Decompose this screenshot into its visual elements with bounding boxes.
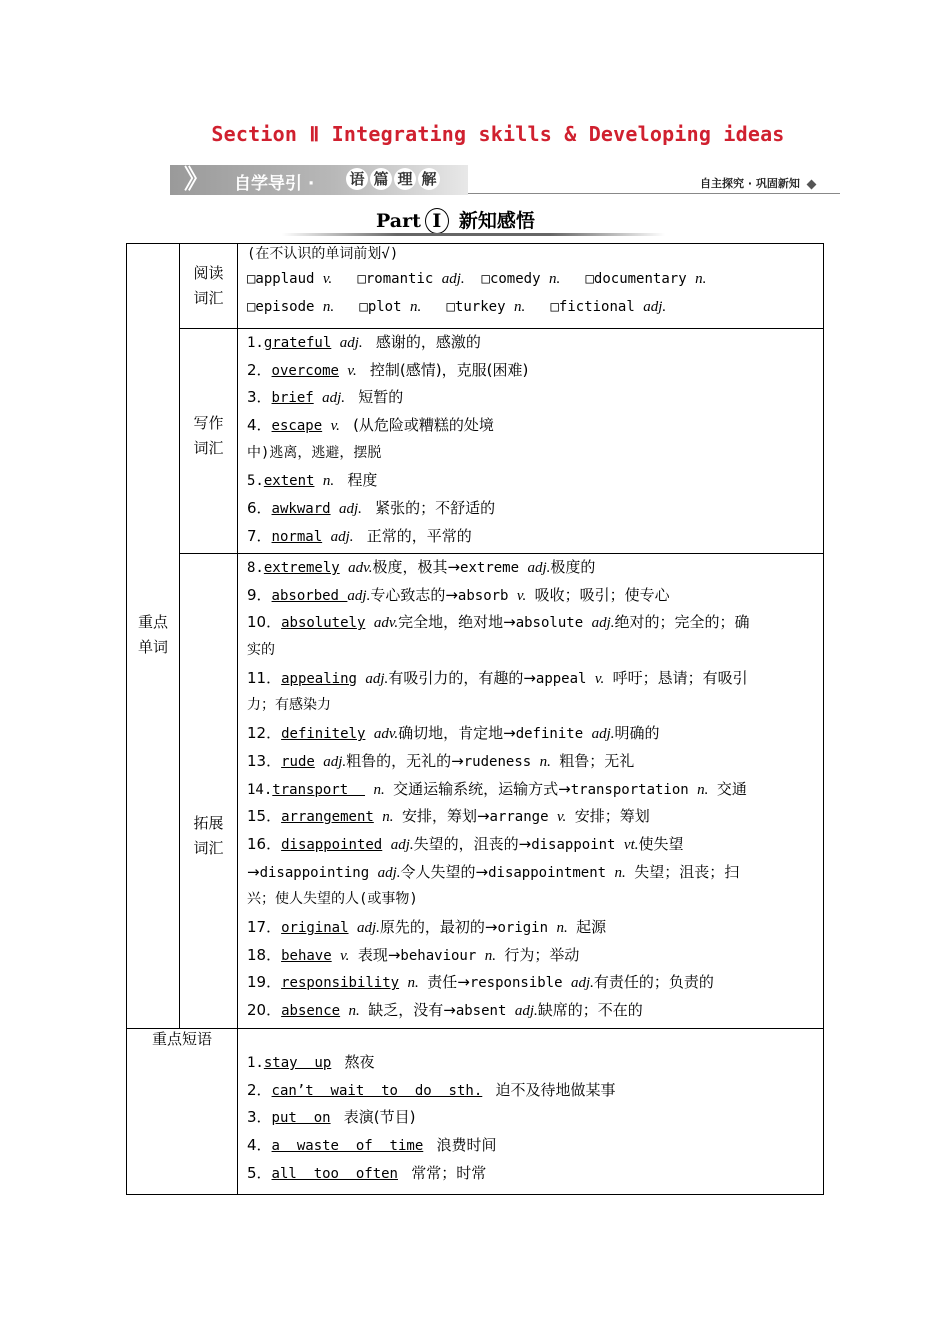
extended-content-cell [238, 554, 824, 1029]
part-word: Part [376, 210, 421, 232]
phrase-item: 4．a waste of time 浪费时间 [247, 1136, 497, 1155]
extended-item-cont: 兴；使人失望的人(或事物) [247, 891, 418, 908]
banner-rule [468, 193, 840, 194]
extended-item: 10．absolutely adv.完全地，绝对地→absolute adj.绝对的；完全的；确 [247, 613, 750, 632]
extended-item: 12．definitely adv.确切地，肯定地→definite adj.明确的 [247, 724, 660, 743]
banner-char: 解 [418, 168, 440, 190]
banner-left-label: 自学导引 · [234, 174, 315, 194]
section-banner [170, 165, 468, 195]
chevron-icon: 》 [184, 165, 202, 195]
key-words-cell [127, 244, 180, 1029]
extended-item: 11．appealing adj.有吸引力的，有趣的→appeal v. 呼吁；恳请；有吸引 [247, 668, 748, 687]
extended-label-cell [180, 554, 238, 1029]
extended-item: 17．original adj.原先的，最初的→origin n. 起源 [247, 917, 607, 936]
section-title: Section Ⅱ Integrating skills & Developing ideas [211, 122, 785, 146]
part-subtitle: 新知感悟 [458, 210, 535, 232]
banner-circled-chars [346, 168, 440, 190]
writing-item: 2．overcome v. 控制(感情)，克服(困难) [247, 360, 529, 379]
extended-item-cont: 实的 [247, 642, 275, 659]
diamond-icon [806, 179, 816, 189]
extended-item-cont: →disappointing adj.令人失望的→disappointment n. 失望；沮丧；扫 [247, 862, 740, 881]
phrase-item: 2．can’t wait to do sth. 迫不及待地做某事 [247, 1080, 616, 1099]
banner-char: 篇 [370, 168, 392, 190]
phrases-label: 重点短语 [151, 1030, 212, 1048]
phrases-label-cell [127, 1029, 238, 1195]
extended-item: 13．rude adj.粗鲁的，无礼的→rudeness n. 粗鲁；无礼 [247, 751, 635, 770]
writing-label: 写作 词汇 [193, 414, 224, 457]
banner-char: 语 [346, 168, 368, 190]
reading-row: □applaud v. □romantic adj. □comedy n. □documentary n. [247, 271, 707, 287]
extended-item: 9．absorbed adj.专心致志的→absorb v. 吸收；吸引；使专心 [247, 585, 670, 604]
writing-item: 4．escape v. (从危险或糟糕的处境 [247, 416, 494, 435]
extended-item-cont: 力；有感染力 [247, 697, 331, 714]
writing-item: 1.grateful adj. 感谢的，感激的 [247, 333, 481, 351]
extended-item: 20．absence n. 缺乏，没有→absent adj.缺席的；不在的 [247, 1001, 643, 1019]
reading-label: 阅读 词汇 [193, 264, 224, 307]
extended-item: 19．responsibility n. 责任→responsible adj.有责任的；负责的 [247, 973, 714, 992]
part-heading [376, 206, 535, 234]
writing-item: 7．normal adj. 正常的，平常的 [247, 526, 472, 545]
reading-label-cell [180, 244, 238, 329]
writing-item: 3．brief adj. 短暂的 [247, 388, 404, 407]
extended-item: 14.transport n. 交通运输系统，运输方式→transportation n. 交通 [247, 779, 747, 798]
key-words-label: 重点 单词 [137, 613, 168, 656]
writing-item: 6．awkward adj. 紧张的；不舒适的 [247, 499, 496, 518]
reading-content-cell [238, 244, 824, 329]
banner-char: 理 [394, 168, 416, 190]
part-underline [282, 233, 665, 236]
phrases-content-cell [238, 1029, 824, 1195]
extended-item: 16．disappointed adj.失望的，沮丧的→disappoint vt.使失望 [247, 834, 684, 853]
banner-right-tag [700, 175, 815, 191]
extended-label: 拓展 词汇 [193, 814, 224, 857]
extended-item: 8.extremely adv.极度，极其→extreme adj.极度的 [247, 558, 596, 576]
writing-item-cont: 中)逃离，逃避，摆脱 [247, 444, 382, 461]
part-numeral: I [425, 208, 449, 234]
phrase-item: 1.stay up 熬夜 [247, 1053, 375, 1071]
reading-row: □episode n. □plot n. □turkey n. □fictional adj. [247, 298, 667, 315]
writing-item: 5.extent n. 程度 [247, 471, 378, 490]
vocabulary-table [126, 243, 824, 1195]
writing-label-cell [180, 329, 238, 554]
phrase-item: 3．put on 表演(节目) [247, 1108, 416, 1127]
banner-right-label: 自主探究 · 巩固新知 [700, 177, 800, 190]
reading-note: (在不认识的单词前划√) [247, 246, 399, 262]
extended-item: 15．arrangement n. 安排，筹划→arrange v. 安排；筹划 [247, 807, 650, 826]
phrase-item: 5．all too often 常常；时常 [247, 1163, 487, 1182]
extended-item: 18．behave v. 表现→behaviour n. 行为；举动 [247, 945, 580, 964]
writing-content-cell [238, 329, 824, 554]
